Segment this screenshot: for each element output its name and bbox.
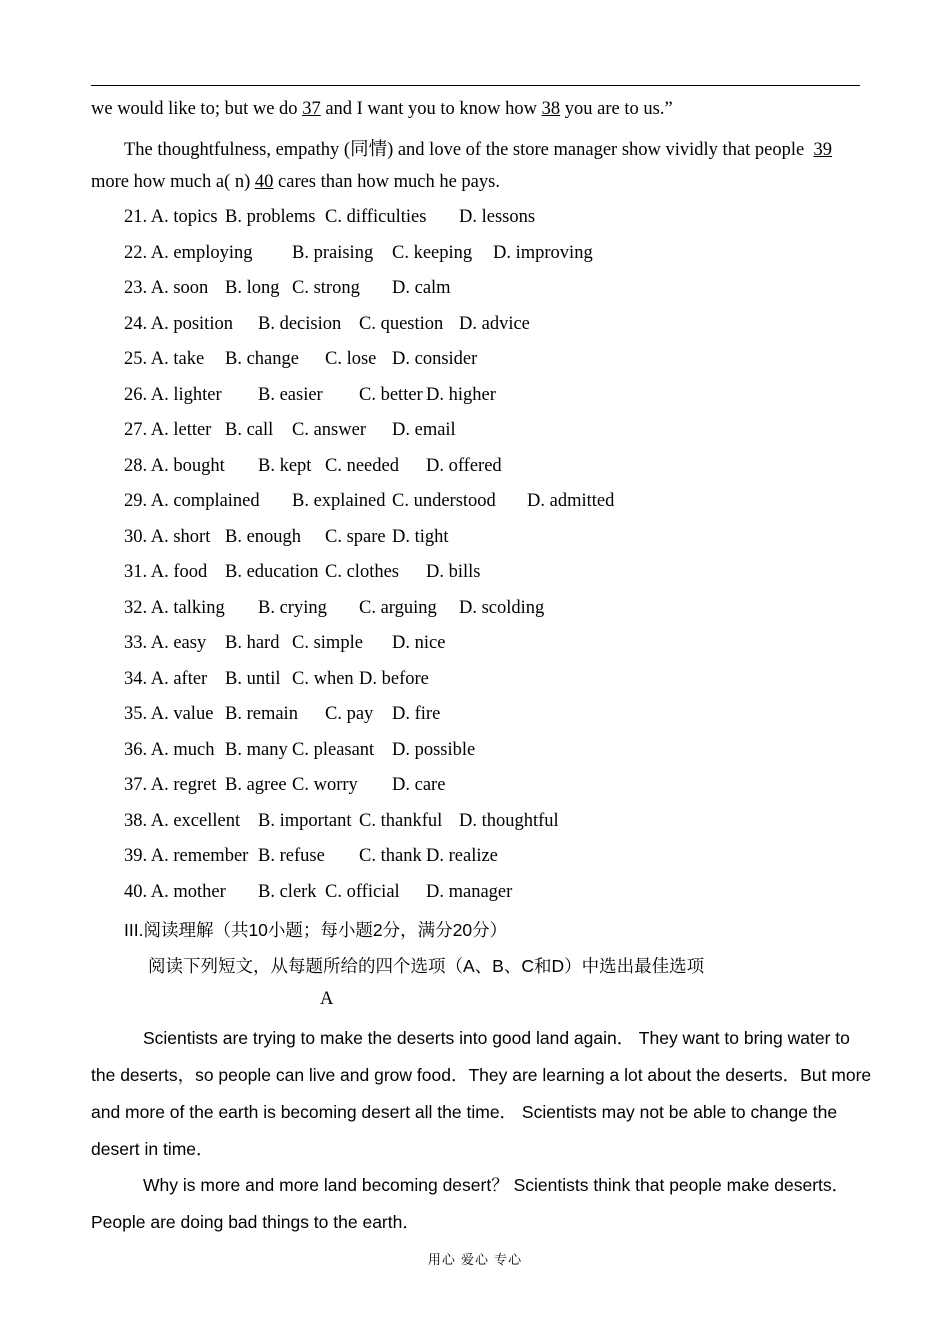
question-number-and-option-a: 31. A. food — [124, 562, 208, 582]
text-segment: cares than how much he pays. — [273, 172, 500, 192]
question-number-and-option-a: 28. A. bought — [124, 455, 225, 476]
option-b: B. crying — [258, 597, 327, 618]
option-b: B. enough — [225, 526, 302, 547]
text-segment: we would like to; but we do — [91, 99, 303, 119]
option-c: C. arguing — [359, 597, 437, 618]
passage-final-paragraph-line1 — [124, 135, 832, 161]
paragraph-1-line: Scientists are trying to make the deserts into good land again． They want to bring water to — [143, 1028, 850, 1048]
section-heading: III.阅读理解（共10小题；每小题2分，满分20分） — [124, 920, 508, 940]
question-number-and-option-a: 35. A. value — [124, 704, 214, 724]
option-c: C. worry — [292, 775, 358, 795]
question-number-and-option-a: 34. A. after — [124, 668, 208, 689]
option-b: B. clerk — [258, 881, 317, 902]
option-c: C. when — [292, 668, 354, 689]
text-segment: more how much a( n) — [91, 172, 255, 192]
option-b: B. change — [225, 349, 299, 369]
paragraph-1-line: desert in time． — [91, 1139, 214, 1159]
text-segment: The thoughtfulness, empathy (同情) and love of the store manager show vividly that people — [124, 140, 814, 160]
option-c: C. question — [359, 313, 444, 334]
text-segment: you are to us.” — [560, 99, 673, 119]
option-d: D. before — [359, 668, 429, 689]
option-d: D. offered — [426, 455, 502, 476]
option-d: D. scolding — [459, 597, 545, 618]
section-instruction: 阅读下列短文，从每题所给的四个选项（A、B、C和D）中选出最佳选项 — [148, 956, 705, 976]
paragraph-1-line: the deserts，so people can live and grow food．They are learning a lot about the deserts．But more — [91, 1065, 872, 1085]
option-b: B. refuse — [258, 846, 325, 866]
option-d: D. higher — [426, 384, 496, 405]
option-d: D. improving — [493, 242, 593, 263]
option-c: C. strong — [292, 278, 360, 298]
option-d: D. fire — [392, 704, 441, 724]
option-d: D. lessons — [459, 207, 536, 227]
option-c: C. thank — [359, 846, 422, 866]
option-b: B. many — [225, 739, 288, 760]
option-c: C. spare — [325, 526, 386, 547]
option-b: B. explained — [292, 491, 386, 511]
passage-final-paragraph-line2 — [91, 172, 500, 193]
question-number-and-option-a: 26. A. lighter — [124, 384, 222, 405]
blank-38: 38 — [541, 99, 561, 119]
text-segment: and I want you to know how — [320, 99, 542, 119]
option-c: C. simple — [292, 633, 363, 653]
question-number-and-option-a: 27. A. letter — [124, 420, 212, 440]
option-d: D. thoughtful — [459, 810, 559, 831]
option-c: C. answer — [292, 420, 366, 440]
option-b: B. call — [225, 420, 274, 440]
paragraph-1-line: and more of the earth is becoming desert all the time． Scientists may not be able to change the — [91, 1102, 838, 1122]
option-b: B. agree — [225, 775, 287, 795]
question-number-and-option-a: 24. A. position — [124, 313, 233, 334]
option-d: D. consider — [392, 349, 478, 369]
option-d: D. email — [392, 420, 456, 440]
question-number-and-option-a: 38. A. excellent — [124, 810, 241, 831]
option-d: D. admitted — [527, 491, 615, 511]
option-d: D. care — [392, 775, 446, 795]
option-c: C. clothes — [325, 562, 399, 582]
option-c: C. pleasant — [292, 739, 375, 760]
option-c: C. better — [359, 384, 423, 405]
question-number-and-option-a: 25. A. take — [124, 349, 205, 369]
option-b: B. kept — [258, 455, 312, 476]
option-b: B. education — [225, 562, 319, 582]
option-b: B. until — [225, 668, 281, 689]
option-c: C. understood — [392, 491, 496, 511]
option-c: C. lose — [325, 349, 377, 369]
question-number-and-option-a: 37. A. regret — [124, 775, 217, 795]
option-d: D. possible — [392, 739, 476, 760]
option-b: B. important — [258, 810, 352, 831]
question-number-and-option-a: 36. A. much — [124, 739, 215, 760]
option-d: D. bills — [426, 562, 481, 582]
passage-label: A — [320, 989, 334, 1009]
question-number-and-option-a: 39. A. remember — [124, 846, 249, 866]
option-b: B. problems — [225, 207, 316, 227]
header-rule — [91, 85, 860, 86]
option-d: D. tight — [392, 526, 449, 547]
option-c: C. difficulties — [325, 207, 427, 227]
question-number-and-option-a: 23. A. soon — [124, 278, 209, 298]
blank-40: 40 — [254, 172, 274, 192]
question-number-and-option-a: 29. A. complained — [124, 491, 260, 511]
passage-continuation-line — [91, 99, 673, 120]
question-number-and-option-a: 33. A. easy — [124, 633, 207, 653]
option-c: C. pay — [325, 704, 374, 724]
option-b: B. remain — [225, 704, 298, 724]
option-d: D. nice — [392, 633, 446, 653]
option-d: D. calm — [392, 278, 451, 298]
question-number-and-option-a: 30. A. short — [124, 526, 211, 547]
option-d: D. realize — [426, 846, 498, 866]
option-b: B. praising — [292, 242, 374, 263]
option-d: D. advice — [459, 313, 530, 334]
question-number-and-option-a: 21. A. topics — [124, 207, 218, 227]
option-d: D. manager — [426, 881, 513, 902]
question-number-and-option-a: 40. A. mother — [124, 881, 226, 902]
question-number-and-option-a: 32. A. talking — [124, 597, 225, 618]
paragraph-2-line: Why is more and more land becoming desert？ Scientists think that people make deserts． — [143, 1175, 850, 1195]
option-b: B. easier — [258, 384, 323, 405]
option-b: B. hard — [225, 633, 280, 653]
page-footer: 用心 爱心 专心 — [427, 1253, 523, 1268]
option-c: C. official — [325, 881, 400, 902]
paragraph-2-line: People are doing bad things to the earth． — [91, 1212, 420, 1232]
blank-39: 39 — [813, 140, 832, 160]
question-number-and-option-a: 22. A. employing — [124, 242, 253, 263]
option-b: B. long — [225, 278, 280, 298]
option-b: B. decision — [258, 313, 342, 334]
option-c: C. keeping — [392, 242, 473, 263]
option-c: C. needed — [325, 455, 399, 476]
blank-37: 37 — [302, 99, 321, 119]
option-c: C. thankful — [359, 810, 443, 831]
